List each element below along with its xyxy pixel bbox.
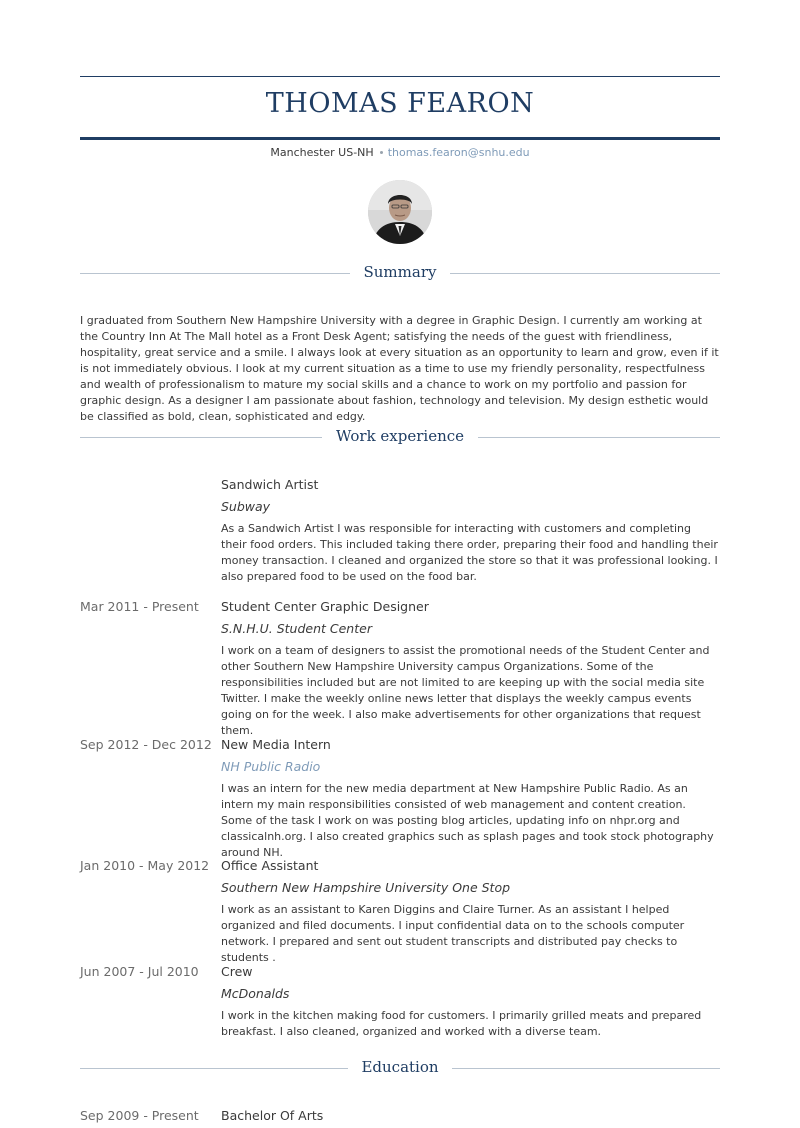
entry-date: Jun 2007 - Jul 2010 xyxy=(80,964,199,979)
summary-header xyxy=(80,263,720,283)
entry-description: As a Sandwich Artist I was responsible for interacting with customers and completing their food orders. This included taking there order, preparing their food and handling their money transaction. I cleaned and organized the store so that it was professional looking. I also prepared food to be used on the food bar. xyxy=(221,522,718,583)
entry-degree: Bachelor Of Arts xyxy=(221,1108,324,1123)
separator-dot xyxy=(380,151,383,154)
entry-organization: Southern New Hampshire University One Stop xyxy=(221,880,511,895)
entry-date: Mar 2011 - Present xyxy=(80,599,199,614)
entry-organization: Subway xyxy=(221,499,271,514)
entry-description: I work as an assistant to Karen Diggins and Claire Turner. As an assistant I helped organized and filed documents. I input confidential data on to the schools computer network. I prepared and sent out student transcripts and distributed pay checks to students . xyxy=(221,903,685,964)
entry-description: I work on a team of designers to assist the promotional needs of the Student Center and other Southern New Hampshire University campus Organizations. Some of the responsibilities included but are not limited to are keeping up with the social media site Twitter. I make the weekly online news letter that displays the weekly campus events going on for the week. I also make advertisements for other organizations that request them. xyxy=(221,644,710,737)
entry-description: I was an intern for the new media department at New Hampshire Public Radio. As an intern my main responsibilities consisted of web management and content creation. Some of the task I work on was posting blog articles, updating info on nhpr.org and classicalnh.org. I also created graphics such as splash pages and took stock photography around NH. xyxy=(221,782,714,859)
summary-text: I graduated from Southern New Hampshire University with a degree in Graphic Design. I currently am working at the Country Inn At The Mall hotel as a Front Desk Agent; satisfying the needs of the guest with friendliness, hospitality, great service and a smile. I always look at every situation as an opportunity to learn and grow, even if it is not immediately obvious. I look at my current situation as a time to use my friendly personality, respectfulness and wealth of professionalism to mature my social skills and a chance to work on my portfolio and passion for graphic design. As a designer I am passionate about fashion, technology and television. My design esthetic would be classified as bold, clean, sophisticated and edgy. xyxy=(80,314,719,423)
summary-title: Summary xyxy=(363,263,437,281)
entry-date: Jan 2010 - May 2012 xyxy=(80,858,210,873)
education-title: Education xyxy=(361,1058,439,1076)
work-experience-header xyxy=(80,427,720,447)
education-header xyxy=(80,1058,720,1078)
entry-organization-link[interactable]: NH Public Radio xyxy=(221,759,321,774)
location: Manchester US-NH xyxy=(270,146,374,159)
entry-role: Student Center Graphic Designer xyxy=(221,599,429,614)
entry-organization: S.N.H.U. Student Center xyxy=(221,621,372,636)
entry-date: Sep 2009 - Present xyxy=(80,1108,199,1123)
work-experience-title: Work experience xyxy=(335,427,465,445)
email-link[interactable]: thomas.fearon@snhu.edu xyxy=(387,146,530,159)
candidate-name: THOMAS FEARON xyxy=(265,88,535,119)
entry-role: Office Assistant xyxy=(221,858,319,873)
entry-description: I work in the kitchen making food for customers. I primarily grilled meats and prepared breakfast. I also cleaned, organized and worked with a diverse team. xyxy=(221,1009,702,1038)
entry-date: Sep 2012 - Dec 2012 xyxy=(80,737,212,752)
top-rule xyxy=(80,76,720,77)
contact-line xyxy=(80,146,720,159)
portrait-photo xyxy=(368,180,432,244)
entry-role: Crew xyxy=(221,964,253,979)
entry-role: Sandwich Artist xyxy=(221,477,319,492)
name-rule xyxy=(80,137,720,140)
avatar xyxy=(368,180,432,244)
entry-role: New Media Intern xyxy=(221,737,331,752)
entry-organization: McDonalds xyxy=(221,986,290,1001)
